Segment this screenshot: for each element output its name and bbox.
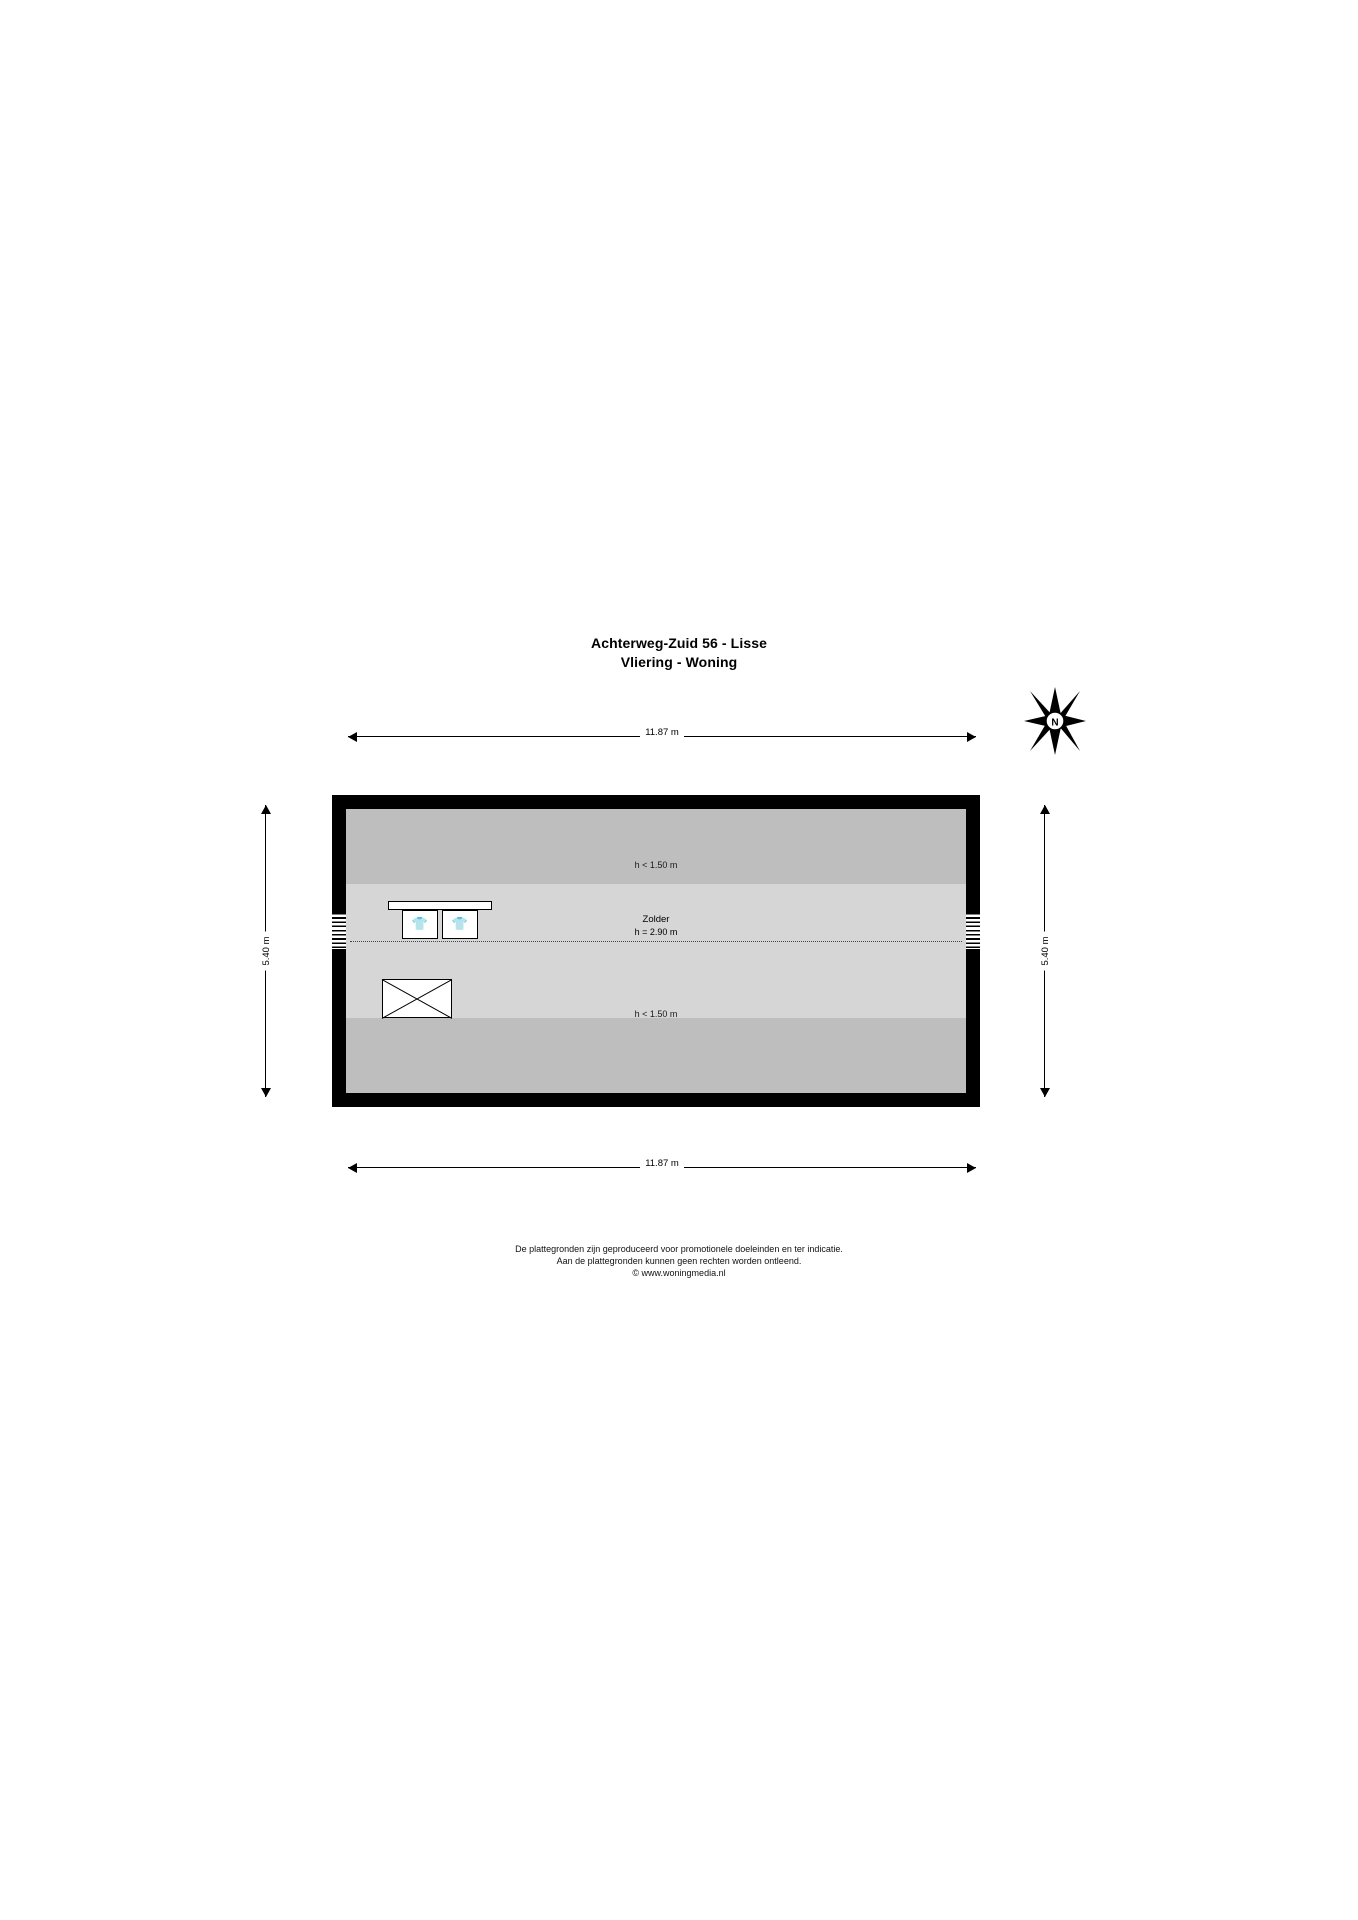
disclaimer-block	[0, 1243, 1358, 1279]
wardrobe-icon	[442, 910, 478, 939]
dimension-bottom-width	[348, 1157, 976, 1177]
ridge-line	[350, 941, 962, 942]
hanger-icon: 👕	[451, 916, 469, 931]
svg-text:N: N	[1051, 717, 1059, 729]
compass-north-icon	[1022, 685, 1088, 757]
wall-opening-right	[966, 913, 980, 949]
dimension-left-height	[255, 805, 275, 1097]
arrow-up-icon	[261, 805, 271, 814]
wardrobe-group	[388, 901, 492, 939]
arrow-down-icon	[1040, 1088, 1050, 1097]
wall-opening-left	[332, 913, 346, 949]
dimension-bottom-label-wrap	[348, 1153, 976, 1171]
dimension-top-width	[348, 726, 976, 746]
dimension-right-label-wrap	[1035, 931, 1053, 970]
low-ceiling-label-bottom: h < 1.50 m	[634, 1009, 678, 1019]
dimension-left-label-wrap	[256, 931, 274, 970]
page-title	[0, 634, 1358, 672]
title-address: Achterweg-Zuid 56 - Lisse	[591, 635, 767, 651]
storage-unit-icon	[382, 979, 452, 1018]
dimension-left-label: 5.40 m	[261, 931, 272, 970]
hanger-icon: 👕	[411, 916, 429, 931]
low-ceiling-zone-bottom	[346, 1018, 966, 1093]
dimension-top-label-wrap	[348, 722, 976, 740]
wardrobe-rail	[388, 901, 492, 910]
attic-floor-area	[346, 809, 966, 1093]
room-height-label: h = 2.90 m	[634, 927, 678, 937]
room-name-label: Zolder	[642, 914, 670, 925]
disclaimer-copyright: © www.woningmedia.nl	[632, 1268, 726, 1278]
arrow-up-icon	[1040, 805, 1050, 814]
dimension-right-label: 5.40 m	[1040, 931, 1051, 970]
title-floor: Vliering - Woning	[620, 654, 738, 670]
arrow-down-icon	[261, 1088, 271, 1097]
dimension-right-height	[1034, 805, 1054, 1097]
low-ceiling-zone-top	[346, 809, 966, 884]
disclaimer-line-2: Aan de plattegronden kunnen geen rechten worden ontleend.	[556, 1256, 802, 1266]
dimension-bottom-label: 11.87 m	[640, 1158, 684, 1169]
wardrobe-icon	[402, 910, 438, 939]
low-ceiling-label-top: h < 1.50 m	[634, 860, 678, 870]
dimension-top-label: 11.87 m	[640, 727, 684, 738]
exterior-wall	[332, 795, 980, 1107]
floorplan-diagram	[332, 795, 980, 1107]
disclaimer-line-1: De plattegronden zijn geproduceerd voor promotionele doeleinden en ter indicatie.	[515, 1244, 843, 1254]
